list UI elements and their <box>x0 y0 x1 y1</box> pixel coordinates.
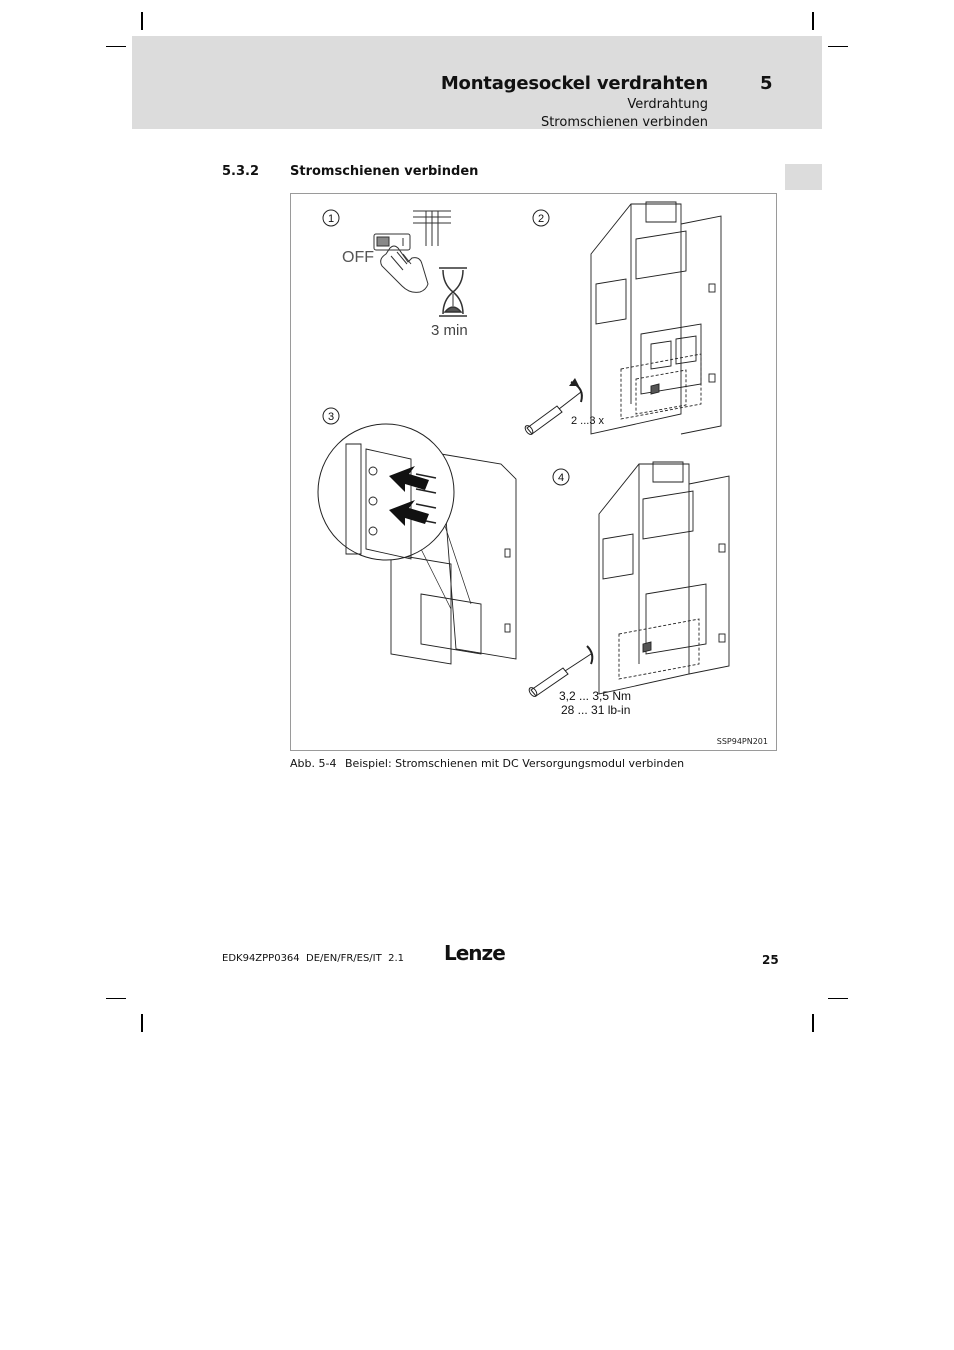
chapter-side-tab <box>785 164 822 190</box>
crop-mark <box>141 12 143 30</box>
section-title: Stromschienen verbinden <box>290 164 479 179</box>
hand-switch-icon <box>374 211 451 292</box>
wait-time-label: 3 min <box>431 322 468 339</box>
lenze-logo: Lenze <box>444 941 505 965</box>
step-3-label: 3 <box>327 411 335 423</box>
figure-drawing <box>291 194 778 752</box>
header-subtitle-1: Verdrahtung <box>627 97 708 112</box>
footer-doc-id: EDK94ZPP0364 DE/EN/FR/ES/IT 2.1 <box>222 953 404 964</box>
switch-off-label: OFF <box>342 249 374 266</box>
figure-box <box>290 193 777 751</box>
crop-mark <box>106 998 126 999</box>
arrow-icon <box>569 378 579 386</box>
crop-mark <box>106 46 126 47</box>
page-number: 25 <box>762 953 779 967</box>
torque-nm-label: 3,2 ... 3,5 Nm <box>559 689 632 703</box>
header-subtitle-2: Stromschienen verbinden <box>540 115 708 130</box>
step-2-label: 2 <box>537 213 545 225</box>
crop-mark <box>812 1014 814 1032</box>
device-drawing-step-2 <box>591 202 721 434</box>
chapter-title: Montagesockel verdrahten <box>440 73 708 94</box>
hourglass-icon <box>439 268 467 316</box>
screwdriver-icon <box>524 392 581 436</box>
crop-mark <box>812 12 814 30</box>
crop-mark <box>141 1014 143 1032</box>
chapter-number: 5 <box>760 73 773 94</box>
crop-mark <box>828 998 848 999</box>
section-number: 5.3.2 <box>222 164 260 179</box>
step-4-label: 4 <box>557 472 565 484</box>
figure-id: SSP94PN201 <box>716 737 768 746</box>
torque-lbin-label: 28 ... 31 lb-in <box>561 703 631 717</box>
repeat-label: 2 ...3 x <box>571 415 605 427</box>
crop-mark <box>828 46 848 47</box>
device-drawing-step-4 <box>599 462 729 694</box>
caption-text: Beispiel: Stromschienen mit DC Versorgungsmodul verbinden <box>345 757 685 770</box>
step-1-label: 1 <box>327 213 335 225</box>
caption-number: Abb. 5-4 <box>290 757 337 770</box>
